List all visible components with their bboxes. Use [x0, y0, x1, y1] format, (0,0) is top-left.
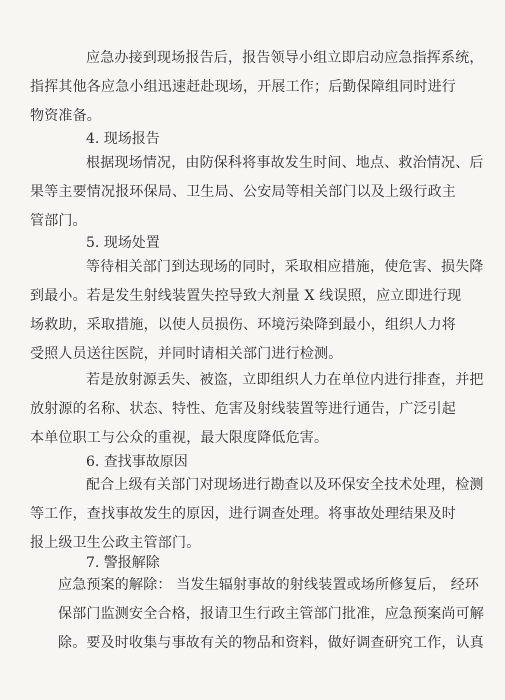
text-line: 应急办接到现场报告后，报告领导小组立即启动应急指挥系统， — [86, 50, 484, 66]
paragraph-site-report — [30, 149, 484, 236]
text-line: 根据现场情况，由防保科将事故发生时间、地点、救治情况、后 — [86, 155, 484, 171]
text-line: 报上级卫生公政主管部门。 — [30, 535, 201, 551]
text-line: 果等主要情况报环保局、卫生局、公安局等相关部门以及上级行政主 — [30, 184, 456, 200]
text-line: 物资准备。 — [30, 108, 101, 124]
text-line: 本单位职工与公众的重视，最大限度降低危害。 — [30, 430, 329, 446]
text-line: 指挥其他各应急小组迅速赶赴现场，开展工作；后勤保障组同时进行 — [30, 79, 456, 95]
text-line: 若是放射源丢失、被盗，立即组织人力在单位内进行排查，并把 — [86, 372, 484, 388]
text-line: 受照人员送往医院，并同时请相关部门进行检测。 — [30, 346, 343, 362]
paragraph-emergency-response — [30, 44, 484, 131]
text-line: 场救助，采取措施，以使人员损伤、环境污染降到最小，组织人力将 — [30, 317, 456, 333]
section-heading-7: 7. 警报解除 — [86, 555, 160, 571]
text-line: 配合上级有关部门对现场进行勘查以及环保安全技术处理，检测 — [86, 477, 484, 493]
text-line: 应急预案的解除： 当发生辐射事故的射线装置或场所修复后， 经环 — [58, 577, 480, 593]
text-line: 到最小。若是发生射线装置失控导致大剂量 X 线误照，应立即进行现 — [30, 288, 462, 304]
text-line: 等工作，查找事故发生的原因，进行调查处理。将事故处理结果及时 — [30, 506, 456, 522]
paragraph-alarm-release — [58, 571, 484, 658]
section-heading-6: 6. 查找事故原因 — [86, 454, 188, 470]
paragraph-site-handling — [30, 253, 484, 369]
text-line: 等待相关部门到达现场的同时，采取相应措施，使危害、损失降 — [86, 259, 484, 275]
paragraph-cause-investigation — [30, 471, 484, 558]
text-line: 保部门监测安全合格，报请卫生行政主管部门批准，应急预案尚可解 — [58, 606, 484, 622]
text-line: 管部门。 — [30, 213, 87, 229]
text-line: 除。要及时收集与事故有关的物品和资料，做好调查研究工作，认真 — [58, 635, 484, 651]
section-heading-5: 5. 现场处置 — [86, 235, 160, 251]
text-line: 放射源的名称、状态、特性、危害及射线装置等进行通告，广泛引起 — [30, 401, 456, 417]
section-heading-4: 4. 现场报告 — [86, 131, 160, 147]
paragraph-source-loss — [30, 366, 484, 453]
